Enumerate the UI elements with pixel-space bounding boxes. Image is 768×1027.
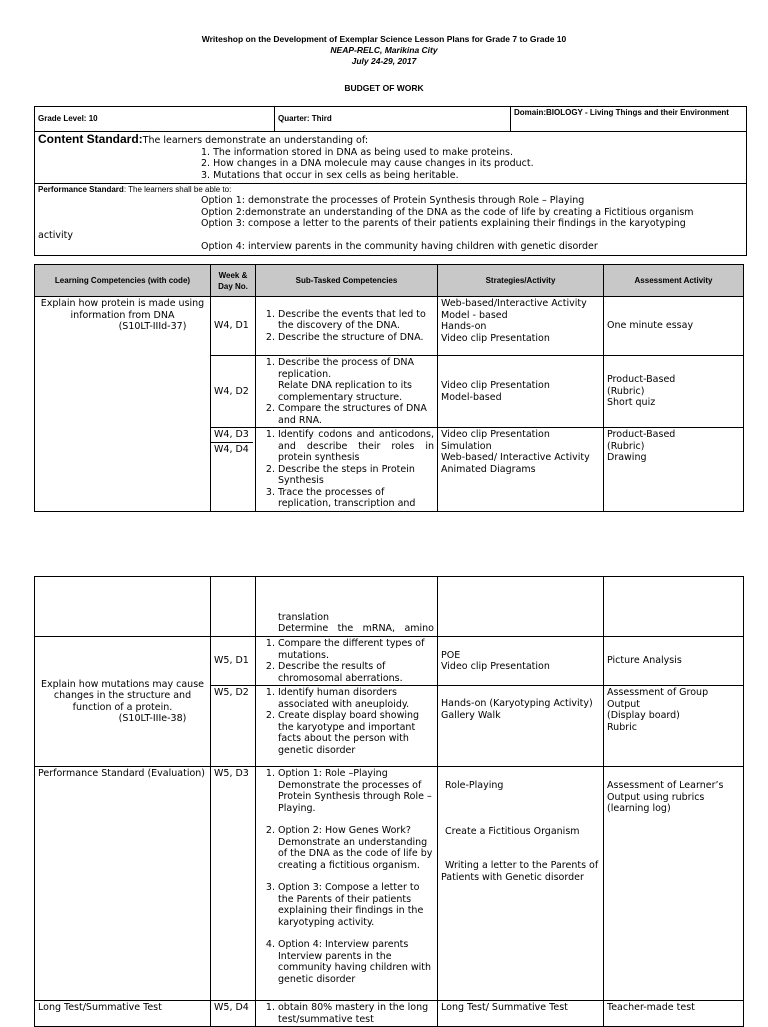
subtask-item: 2. Compare the structures of DNA and RNA. bbox=[278, 403, 434, 426]
assessment-item: (Rubric) bbox=[607, 440, 645, 452]
subtask-cell bbox=[256, 577, 438, 637]
assessment-cell bbox=[604, 637, 744, 686]
content-standard-label: Content Standard: bbox=[38, 132, 143, 146]
assessment-item: Drawing bbox=[607, 452, 647, 463]
assessment-cell bbox=[604, 767, 744, 1001]
strategy-cell bbox=[438, 637, 604, 686]
subtask-item: 1. Describe the events that led to the discovery of the DNA. bbox=[278, 309, 434, 332]
workshop-title: Writeshop on the Development of Exemplar Science Lesson Plans for Grade 7 to Grade 10 bbox=[201, 34, 567, 44]
performance-option-3: Option 3: compose a letter to the parents of their patients explaining their findings in the karyotyping bbox=[201, 218, 686, 229]
strategy-cell bbox=[438, 767, 604, 1001]
strategy-item: Video clip Presentation bbox=[441, 661, 550, 672]
week-day: W4, D4 bbox=[211, 442, 253, 456]
performance-option-4: Option 4: interview parents in the community having children with genetic disorder bbox=[201, 241, 598, 252]
col-header-competencies: Learning Competencies (with code) bbox=[35, 265, 211, 297]
week-day-split bbox=[211, 428, 256, 512]
performance-standard bbox=[35, 184, 747, 256]
continuation-assessment bbox=[604, 577, 744, 637]
performance-standard-intro: : The learners shall be able to: bbox=[123, 185, 232, 194]
performance-option-3-cont: activity bbox=[38, 229, 74, 241]
strategy-item: Writing a letter to the Parents of Patients with Genetic disorder bbox=[441, 860, 599, 883]
col-header-week: Week & Day No. bbox=[211, 265, 256, 297]
assessment-cell bbox=[604, 297, 744, 356]
performance-option-2: Option 2:demonstrate an understanding of the DNA as the code of life by creating a Fictitious organism bbox=[201, 206, 694, 218]
subtask-item: 1. Identify codons and anticodons, and describe their roles in protein synthesis bbox=[278, 429, 434, 464]
subtask-option: 4. Option 4: Interview parents Interview parents in the community having children with genetic disorder bbox=[278, 939, 434, 985]
assessment-item: One minute essay bbox=[607, 320, 694, 332]
strategy-item: Long Test/ Summative Test bbox=[438, 1001, 604, 1027]
assessment-item: Product-Based bbox=[607, 429, 676, 440]
grade-level: Grade Level: 10 bbox=[35, 107, 275, 132]
learning-competency-text: Explain how mutations may cause changes in the structure and function of a protein. bbox=[41, 678, 204, 713]
subtask-continuation: translation bbox=[278, 611, 330, 623]
strategy-item: Model - based bbox=[441, 309, 508, 321]
strategy-item: Video clip Presentation bbox=[441, 332, 550, 344]
budget-table-part1 bbox=[34, 264, 744, 512]
subtask-cell bbox=[256, 767, 438, 1001]
col-header-subtasks: Sub-Tasked Competencies bbox=[256, 265, 438, 297]
assessment-cell bbox=[604, 428, 744, 512]
strategy-item: Video clip Presentation bbox=[441, 429, 550, 440]
week-day: W5, D4 bbox=[211, 1001, 256, 1027]
subtask-item: 2. Describe the steps in Protein Synthesis bbox=[278, 464, 434, 487]
domain: Domain:BIOLOGY - Living Things and their Environment bbox=[511, 107, 747, 132]
subtask-item: 1. obtain 80% mastery in the long test/summative test bbox=[278, 1002, 434, 1025]
assessment-item: Short quiz bbox=[607, 397, 656, 409]
subtask-item: 2. Describe the structure of DNA. bbox=[278, 332, 434, 344]
learning-competency bbox=[35, 297, 211, 512]
subtask-option: 3. Option 3: Compose a letter to the Parents of their patients explaining their findings in the karyotyping activity. bbox=[278, 882, 434, 928]
subtask-option: 2. Option 2: How Genes Work? Demonstrate an understanding of the DNA as the code of life by creating a fictitious organism. bbox=[278, 825, 434, 871]
week-day: W4, D1 bbox=[211, 297, 256, 356]
assessment-item: (Display board) bbox=[607, 710, 680, 721]
quarter: Quarter: Third bbox=[275, 107, 511, 132]
content-standard-item: 1. The information stored in DNA as being used to make proteins. bbox=[201, 146, 513, 158]
budget-table-part2 bbox=[34, 576, 744, 1027]
learning-competency-code: (S10LT-IIId-37) bbox=[118, 321, 187, 332]
week-day: W4, D3 bbox=[214, 429, 249, 440]
subtask-cell bbox=[256, 356, 438, 428]
assessment-item: Picture Analysis bbox=[607, 655, 682, 667]
col-header-assessment: Assessment Activity bbox=[604, 265, 744, 297]
subtask-option: 1. Option 1: Role –Playing Demonstrate the processes of Protein Synthesis through Role – Playing. bbox=[278, 768, 434, 814]
strategy-item: Simulation bbox=[441, 440, 492, 452]
performance-evaluation: Performance Standard (Evaluation) bbox=[35, 767, 211, 1001]
strategy-item: Video clip Presentation bbox=[441, 380, 550, 391]
strategy-cell bbox=[438, 428, 604, 512]
strategy-cell bbox=[438, 297, 604, 356]
assessment-item: Product-Based bbox=[607, 374, 676, 386]
strategy-item: Animated Diagrams bbox=[441, 463, 536, 475]
subtask-item: 1. Identify human disorders associated with aneuploidy. bbox=[278, 687, 434, 710]
subtask-cell bbox=[256, 637, 438, 686]
subtask-cell bbox=[256, 428, 438, 512]
subtask-cell bbox=[256, 1001, 438, 1027]
assessment-item: (Rubric) bbox=[607, 385, 645, 397]
strategy-item: Web-based/Interactive Activity bbox=[441, 298, 587, 309]
subtask-item bbox=[278, 357, 434, 403]
content-standard-intro: The learners demonstrate an understanding of: bbox=[142, 135, 369, 146]
long-test-label: Long Test/Summative Test bbox=[35, 1001, 211, 1027]
learning-competency bbox=[35, 637, 211, 767]
document-title: BUDGET OF WORK bbox=[344, 83, 424, 93]
strategy-cell bbox=[438, 356, 604, 428]
subtask-item: 2. Create display board showing the karyotype and important facts about the person with genetic disorder bbox=[278, 710, 434, 756]
content-standard-item: 2. How changes in a DNA molecule may cause changes in its product. bbox=[201, 158, 534, 169]
assessment-item: Teacher-made test bbox=[604, 1001, 744, 1027]
standards-table bbox=[34, 106, 747, 256]
assessment-item: Rubric bbox=[607, 721, 637, 733]
subtask-item: 2. Describe the results of chromosomal aberrations. bbox=[278, 661, 434, 684]
continuation-strategy bbox=[438, 577, 604, 637]
week-day: W5, D3 bbox=[211, 767, 256, 1001]
subtask-cell bbox=[256, 297, 438, 356]
strategy-cell bbox=[438, 686, 604, 767]
strategy-item: Model-based bbox=[441, 391, 502, 403]
strategy-item: Role-Playing bbox=[445, 780, 504, 791]
assessment-item: Assessment of Group Output bbox=[607, 687, 709, 710]
strategy-item: Hands-on (Karyotyping Activity) bbox=[441, 698, 593, 709]
continuation-week bbox=[211, 577, 256, 637]
performance-option-1: Option 1: demonstrate the processes of Protein Synthesis through Role – Playing bbox=[201, 195, 585, 206]
learning-competency-code: (S10LT-IIIe-38) bbox=[118, 713, 187, 724]
subtask-item: 1. Compare the different types of mutations. bbox=[278, 638, 434, 661]
week-day: W4, D2 bbox=[211, 356, 256, 428]
workshop-venue: NEAP-RELC, Marikina City bbox=[330, 45, 438, 55]
content-standard bbox=[35, 132, 747, 184]
col-header-strategies: Strategies/Activity bbox=[438, 265, 604, 297]
continuation-lc bbox=[35, 577, 211, 637]
learning-competency-text: Explain how protein is made using information from DNA bbox=[40, 298, 205, 321]
subtask-item: 4. Determine the mRNA, amino bbox=[278, 623, 434, 635]
workshop-date: July 24-29, 2017 bbox=[351, 56, 417, 66]
assessment-cell bbox=[604, 356, 744, 428]
subtask-item: 3. Trace the processes of replication, transcription and bbox=[278, 487, 434, 510]
week-day: W5, D2 bbox=[211, 686, 256, 767]
content-standard-item: 3. Mutations that occur in sex cells as being heritable. bbox=[201, 169, 459, 181]
assessment-cell bbox=[604, 686, 744, 767]
strategy-item: Create a Fictitious Organism bbox=[445, 825, 580, 837]
strategy-item: Web-based/ Interactive Activity bbox=[441, 452, 590, 463]
strategy-item: Hands-on bbox=[441, 321, 487, 332]
performance-standard-label: Performance Standard bbox=[38, 185, 124, 194]
week-day: W5, D1 bbox=[211, 637, 256, 686]
subtask-cell bbox=[256, 686, 438, 767]
strategy-item: Gallery Walk bbox=[441, 709, 501, 721]
assessment-item: Assessment of Learner’s Output using rubrics (learning log) bbox=[607, 780, 724, 814]
subtask-text: Describe the process of DNA replication. bbox=[278, 357, 415, 380]
strategy-item: POE bbox=[441, 649, 461, 661]
subtask-extra: Relate DNA replication to its complementary structure. bbox=[278, 380, 412, 403]
